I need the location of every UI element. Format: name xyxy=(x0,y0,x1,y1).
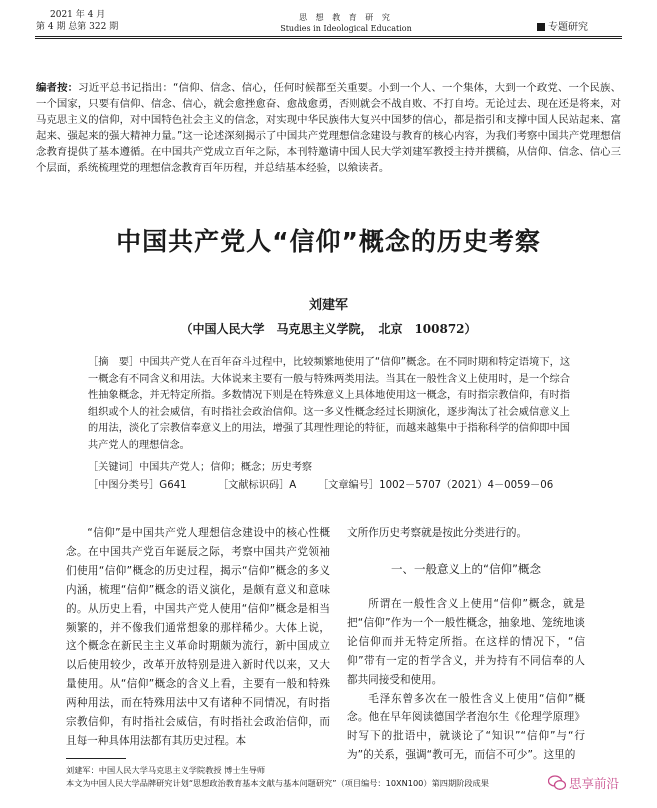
article-title: 中国共产党人“信仰”概念的历史考察 xyxy=(116,227,541,256)
body-right-column xyxy=(347,595,585,765)
journal-name xyxy=(276,12,416,34)
keywords xyxy=(88,460,570,476)
square-bullet-icon xyxy=(537,23,545,31)
watermark xyxy=(544,772,623,794)
chat-bubble-icon xyxy=(548,775,566,791)
abstract-label: ［摘 要］ xyxy=(88,357,140,368)
footnote-author-info: 刘建军：中国人民大学马克思主义学院教授 博士生导师 xyxy=(66,765,266,775)
watermark-text: 思享前沿 xyxy=(569,776,620,791)
body-right-column-top xyxy=(347,524,585,543)
article-number: ［文章编号］1002－5707（2021）4－0059－06 xyxy=(318,480,554,491)
header-rule-top xyxy=(35,36,622,37)
footnote-rule xyxy=(66,758,126,759)
document-code: ［文献标识码］A xyxy=(218,480,297,491)
issue-info xyxy=(36,9,118,33)
column-label xyxy=(537,18,588,33)
classification-line xyxy=(88,478,570,494)
footnote-funding: 本文为中国人民大学品牌研究计划“思想政治教育基本文献与基本问题研究”（项目编号：10XN100）第四期阶段成果 xyxy=(66,778,489,788)
clc-number: ［中图分类号］G641 xyxy=(88,480,187,491)
journal-name-cn: 思 想 教 育 研 究 xyxy=(299,13,393,22)
page-header xyxy=(0,0,657,36)
body-paragraph: “信仰”是中国共产党人理想信念建设中的核心性概念。在中国共产党百年诞辰之际，考察中国共产党领袖们使用“信仰”概念的历史过程，揭示“信仰”概念的多义内涵，梳理“信仰”概念的语义演化，是颇有意义和意味的。从历史上看，中国共产党人使用“信仰”概念是相当频繁的，并不像我们通常想象的那样稀少。大体上说，这个概念在新民主主义革命时期颇为流行，新中国成立以后使用较少，改革开放特别是进入新时代以来，又大量使用。从“信仰”概念的含义上看，主要有一般和特殊两种用法，而在特殊用法中又有诸种不同情况，有时指宗教信仰，有时指社会威信，有时指社会政治信仰，而且每一种具体用法都有其历史过程。本 xyxy=(66,527,330,747)
abstract xyxy=(88,355,570,455)
author-affiliation: （中国人民大学 马克思主义学院， 北京 100872） xyxy=(180,322,477,336)
journal-name-en: Studies in Ideological Education xyxy=(280,24,412,33)
body-left-column xyxy=(66,524,330,751)
editor-note xyxy=(36,80,621,177)
body-paragraph-continued: 文所作历史考察就是按此分类进行的。 xyxy=(347,527,528,539)
abstract-text: 中国共产党人在百年奋斗过程中，比较频繁地使用了“信仰”概念。在不同时期和特定语境下，这一概念有不同含义和用法。大体说来主要有一般与特殊两类用法。当其在一般性含义上使用时，是一个综合性抽象概念，并无特定所指。多数情况下则是在特殊意义上具体地使用这一概念，有时指宗教信仰，有时指组织或个人的社会威信，有时指社会政治信仰。这一多义性概念经过长期演化，逐步淘汰了社会威信意义上的用法，淡化了宗教信奉意义上的用法，增强了其理性理论的特征，而越来越集中于指称科学的信仰即中国共产党人的理想信念。 xyxy=(88,357,571,451)
body-paragraph: 毛泽东曾多次在一般性含义上使用“信仰”概念。他在早年阅读德国学者泡尔生《伦理学原理》时写下的批语中，就谈论了“知识”“信仰”与“行为”的关系，强调“教可无，而信不可少”。这里的 xyxy=(347,692,585,762)
issue-date: 2021 年 4 月 xyxy=(50,10,106,20)
footnote xyxy=(66,764,626,790)
editor-note-text: 习近平总书记指出：“信仰、信念、信心，任何时候都至关重要。小到一个人、一个集体，大到一个政党、一个民族、一个国家，只要有信仰、信念、信心，就会愈挫愈奋、愈战愈勇，否则就会不战自败、不打自垮。无论过去、现在还是将来，对马克思主义的信仰，对中国特色社会主义的信念，对实现中华民族伟大复兴中国梦的信心，都是指引和支撑中国人民站起来、富起来、强起来的强大精神力量。”这一论述深刻揭示了中国共产党理想信念建设与教育的核心内容，为我们考察中国共产党理想信念教育提供了基本遵循。在中国共产党成立百年之际，本刊特邀请中国人民大学刘建军教授主持并撰稿，从信仰、信念、信心三个层面，系统梳理党的理想信念教育百年历程，并总结基本经验，以飨读者。 xyxy=(36,82,621,175)
keywords-label: ［关键词］ xyxy=(88,462,139,473)
section-heading: 一、一般意义上的“信仰”概念 xyxy=(391,562,541,576)
editor-note-label: 编者按： xyxy=(36,82,79,94)
article-author: 刘建军 xyxy=(308,298,348,313)
body-paragraph: 所谓在一般性含义上使用“信仰”概念，就是把“信仰”作为一个一般性概念，抽象地、笼统地谈论信仰而并无特定所指。在这样的情况下，“信仰”带有一定的哲学含义，并为持有不同信奉的人都共同接受和使用。 xyxy=(347,598,585,686)
column-name: 专题研究 xyxy=(548,22,588,33)
header-rule-bottom xyxy=(35,38,622,39)
keywords-text: 中国共产党人；信仰；概念；历史考察 xyxy=(138,462,313,473)
issue-number: 第 4 期 总第 322 期 xyxy=(36,22,119,32)
